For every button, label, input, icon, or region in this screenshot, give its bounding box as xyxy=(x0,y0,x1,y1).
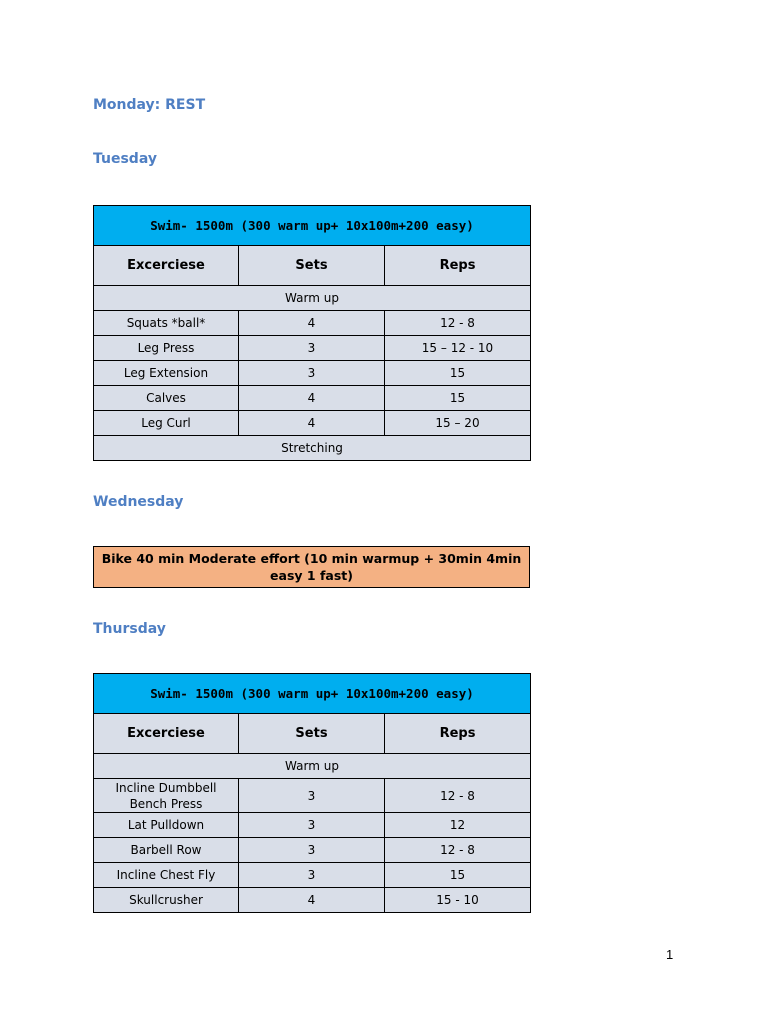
tuesday-heading: Tuesday xyxy=(93,151,157,167)
header-reps: Reps xyxy=(385,714,531,754)
tuesday-workout-table xyxy=(93,205,531,461)
sets-cell: 3 xyxy=(239,779,385,813)
reps-cell: 15 – 20 xyxy=(385,411,531,436)
sets-cell: 4 xyxy=(239,888,385,913)
table-row xyxy=(94,361,531,386)
exercise-cell: Squats *ball* xyxy=(94,311,239,336)
table-row xyxy=(94,863,531,888)
header-exercise: Excerciese xyxy=(94,714,239,754)
reps-cell: 12 xyxy=(385,813,531,838)
thursday-workout-table xyxy=(93,673,531,913)
exercise-cell: Incline Dumbbell Bench Press xyxy=(94,779,239,813)
monday-heading: Monday: REST xyxy=(93,97,206,113)
sets-cell: 3 xyxy=(239,361,385,386)
table-row xyxy=(94,888,531,913)
table-row xyxy=(94,813,531,838)
reps-cell: 12 - 8 xyxy=(385,311,531,336)
table-header-row xyxy=(94,714,531,754)
warmup-label: Warm up xyxy=(94,754,531,779)
reps-cell: 15 - 10 xyxy=(385,888,531,913)
reps-cell: 15 xyxy=(385,386,531,411)
table-row xyxy=(94,838,531,863)
exercise-cell: Incline Chest Fly xyxy=(94,863,239,888)
reps-cell: 15 – 12 - 10 xyxy=(385,336,531,361)
header-reps: Reps xyxy=(385,246,531,286)
sets-cell: 3 xyxy=(239,813,385,838)
exercise-cell: Leg Curl xyxy=(94,411,239,436)
table-row xyxy=(94,336,531,361)
wednesday-heading: Wednesday xyxy=(93,494,184,510)
reps-cell: 15 xyxy=(385,361,531,386)
sets-cell: 4 xyxy=(239,386,385,411)
thursday-heading: Thursday xyxy=(93,621,166,637)
exercise-cell: Barbell Row xyxy=(94,838,239,863)
reps-cell: 15 xyxy=(385,863,531,888)
exercise-cell: Calves xyxy=(94,386,239,411)
table-row xyxy=(94,311,531,336)
warmup-row xyxy=(94,286,531,311)
table-row xyxy=(94,779,531,813)
table-header-row xyxy=(94,246,531,286)
table-row xyxy=(94,386,531,411)
warmup-label: Warm up xyxy=(94,286,531,311)
header-exercise: Excerciese xyxy=(94,246,239,286)
bike-workout-box: Bike 40 min Moderate effort (10 min warmup + 30min 4min easy 1 fast) xyxy=(93,546,530,588)
swim-title: Swim- 1500m (300 warm up+ 10x100m+200 easy) xyxy=(94,674,531,714)
stretching-label: Stretching xyxy=(94,436,531,461)
exercise-cell: Leg Press xyxy=(94,336,239,361)
warmup-row xyxy=(94,754,531,779)
table-title-row xyxy=(94,674,531,714)
exercise-cell: Skullcrusher xyxy=(94,888,239,913)
table-row xyxy=(94,411,531,436)
table-title-row xyxy=(94,206,531,246)
swim-title: Swim- 1500m (300 warm up+ 10x100m+200 easy) xyxy=(94,206,531,246)
page-number: 1 xyxy=(666,947,674,962)
sets-cell: 4 xyxy=(239,311,385,336)
reps-cell: 12 - 8 xyxy=(385,779,531,813)
stretching-row xyxy=(94,436,531,461)
header-sets: Sets xyxy=(239,714,385,754)
exercise-cell: Leg Extension xyxy=(94,361,239,386)
sets-cell: 3 xyxy=(239,336,385,361)
sets-cell: 4 xyxy=(239,411,385,436)
header-sets: Sets xyxy=(239,246,385,286)
sets-cell: 3 xyxy=(239,863,385,888)
exercise-cell: Lat Pulldown xyxy=(94,813,239,838)
reps-cell: 12 - 8 xyxy=(385,838,531,863)
sets-cell: 3 xyxy=(239,838,385,863)
